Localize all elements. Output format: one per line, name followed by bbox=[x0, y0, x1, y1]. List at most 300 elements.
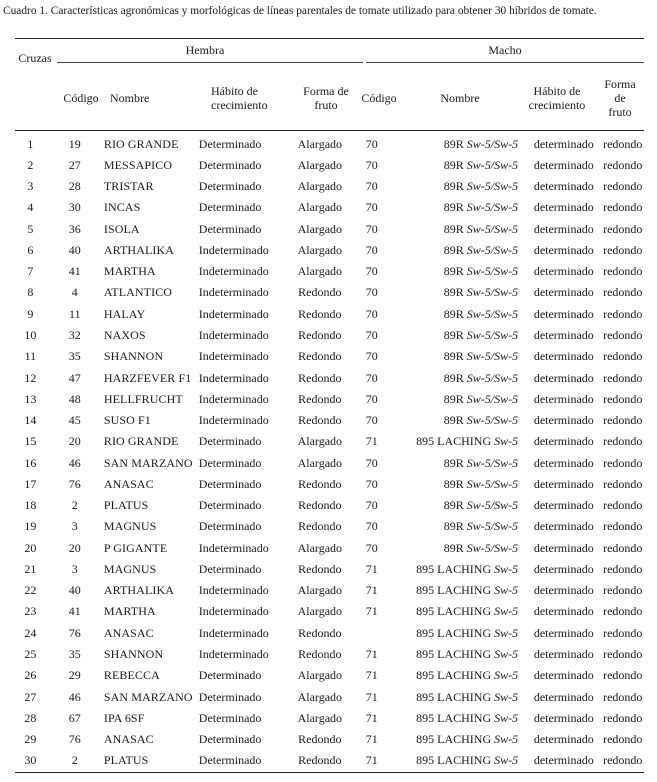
cell-cruza: 4 bbox=[27, 200, 34, 215]
macho-gene-label: Sw-5/Sw-5 bbox=[466, 349, 519, 364]
cell-habito: Indeterminado bbox=[198, 413, 269, 428]
cell-nombre: PLATUS bbox=[103, 753, 149, 768]
cell-codigo: 32 bbox=[68, 328, 81, 343]
cell-nombre: IPA 6SF bbox=[103, 710, 145, 725]
cell-forma: Alargado bbox=[297, 434, 343, 449]
macho-gene-label: Sw-5 bbox=[494, 561, 519, 576]
macho-gene-label: Sw-5/Sw-5 bbox=[466, 476, 519, 491]
cell-macho-nombre bbox=[390, 282, 526, 303]
cell-habito: Indeterminado bbox=[198, 540, 269, 555]
cell-macho-codigo: 71 bbox=[365, 689, 378, 704]
table-row bbox=[15, 750, 644, 771]
cell-codigo: 67 bbox=[68, 710, 81, 725]
cell-macho-habito: determinado bbox=[533, 455, 594, 470]
header-macho: Macho bbox=[488, 43, 522, 57]
cell-macho-nombre bbox=[390, 665, 526, 686]
macho-line-name: 89R bbox=[443, 136, 464, 151]
cell-codigo: 46 bbox=[68, 455, 81, 470]
cell-macho-codigo: 70 bbox=[365, 136, 378, 151]
cell-habito: Determinado bbox=[198, 710, 262, 725]
cell-nombre: SAN MARZANO bbox=[103, 455, 193, 470]
cell-macho-forma: redondo bbox=[603, 498, 643, 513]
table-row bbox=[15, 431, 644, 452]
cell-codigo: 76 bbox=[68, 625, 81, 640]
table-row bbox=[15, 367, 644, 388]
cell-macho-nombre bbox=[390, 728, 526, 749]
cell-cruza: 27 bbox=[24, 689, 37, 704]
cell-macho-forma: redondo bbox=[603, 753, 643, 768]
cell-macho-forma: redondo bbox=[603, 242, 643, 257]
cell-cruza: 25 bbox=[24, 647, 37, 661]
header-hembra-forma bbox=[296, 84, 356, 112]
cell-codigo: 30 bbox=[68, 200, 81, 215]
table-row bbox=[15, 495, 644, 516]
header-macho-forma-line3: fruto bbox=[608, 105, 632, 119]
cell-macho-habito: determinado bbox=[533, 689, 594, 704]
macho-gene-label: Sw-5/Sw-5 bbox=[466, 264, 519, 279]
macho-gene-label: Sw-5/Sw-5 bbox=[466, 200, 519, 215]
cell-macho-nombre bbox=[390, 409, 526, 430]
cell-habito: Determinado bbox=[198, 221, 262, 236]
cell-forma: Redondo bbox=[298, 561, 342, 576]
cell-macho-forma: redondo bbox=[603, 221, 643, 236]
table-row bbox=[15, 558, 644, 579]
cell-macho-habito: determinado bbox=[533, 413, 594, 428]
macho-line-name: 89R bbox=[443, 413, 464, 428]
macho-line-name: 895 LACHING bbox=[416, 604, 492, 619]
table-row bbox=[15, 622, 644, 643]
hembra-underline bbox=[57, 62, 363, 63]
header-cruzas: Cruzas bbox=[18, 51, 52, 65]
cell-macho-nombre bbox=[390, 473, 526, 494]
cell-macho-nombre bbox=[390, 239, 526, 260]
macho-gene-label: Sw-5 bbox=[494, 434, 519, 449]
cell-macho-forma: redondo bbox=[603, 561, 643, 576]
cell-cruza: 3 bbox=[27, 179, 34, 194]
cell-macho-codigo: 70 bbox=[365, 179, 378, 194]
header-hembra-habito-line1: Hábito de bbox=[211, 84, 258, 98]
cell-macho-forma: redondo bbox=[603, 455, 643, 470]
cell-macho-codigo: 71 bbox=[365, 710, 378, 725]
cell-macho-codigo: 70 bbox=[365, 328, 378, 343]
cell-codigo: 41 bbox=[68, 604, 81, 619]
cell-macho-forma: redondo bbox=[603, 306, 643, 321]
cell-nombre: ARTHALIKA bbox=[103, 242, 175, 257]
cell-macho-nombre bbox=[390, 580, 526, 601]
header-macho-forma-line2: de bbox=[614, 91, 626, 105]
cell-forma: Alargado bbox=[297, 668, 343, 683]
cell-habito: Indeterminado bbox=[198, 370, 269, 385]
cell-macho-forma: redondo bbox=[603, 328, 643, 343]
cell-macho-habito: determinado bbox=[533, 157, 594, 172]
cell-cruza: 13 bbox=[24, 391, 37, 406]
cell-forma: Alargado bbox=[297, 710, 343, 725]
table-row bbox=[15, 197, 644, 218]
cell-cruza: 24 bbox=[24, 625, 37, 640]
cell-cruza: 29 bbox=[24, 732, 37, 747]
cell-cruza: 7 bbox=[27, 264, 34, 279]
cell-macho-forma: redondo bbox=[603, 689, 643, 704]
cell-macho-nombre bbox=[390, 452, 526, 473]
cell-habito: Indeterminado bbox=[198, 306, 269, 321]
cell-forma: Alargado bbox=[297, 604, 343, 619]
cell-forma: Redondo bbox=[298, 732, 342, 747]
cell-codigo: 40 bbox=[68, 583, 81, 598]
cell-macho-codigo: 71 bbox=[365, 561, 378, 576]
cell-habito: Determinado bbox=[198, 753, 262, 768]
cell-cruza: 10 bbox=[24, 328, 37, 343]
cell-macho-codigo: 70 bbox=[365, 306, 378, 321]
macho-gene-label: Sw-5/Sw-5 bbox=[466, 136, 519, 151]
top-rule bbox=[15, 38, 644, 39]
cell-habito: Determinado bbox=[198, 561, 262, 576]
macho-line-name: 89R bbox=[443, 519, 464, 534]
cell-macho-nombre bbox=[390, 154, 526, 175]
macho-gene-label: Sw-5 bbox=[494, 668, 519, 683]
macho-line-name: 89R bbox=[443, 242, 464, 257]
cell-forma: Redondo bbox=[298, 519, 342, 534]
macho-line-name: 895 LACHING bbox=[416, 753, 492, 768]
cell-macho-habito: determinado bbox=[533, 498, 594, 513]
cell-codigo: 4 bbox=[71, 285, 78, 300]
cell-macho-nombre bbox=[390, 622, 526, 643]
cell-codigo: 2 bbox=[71, 498, 78, 513]
cell-forma: Alargado bbox=[297, 264, 343, 279]
cell-macho-codigo: 70 bbox=[365, 413, 378, 428]
cell-nombre: ANASAC bbox=[103, 625, 154, 640]
cell-macho-codigo: 71 bbox=[365, 668, 378, 683]
macho-line-name: 89R bbox=[443, 498, 464, 513]
cell-nombre: MARTHA bbox=[103, 604, 156, 619]
cell-macho-habito: determinado bbox=[533, 668, 594, 683]
cell-habito: Indeterminado bbox=[198, 264, 269, 279]
header-hembra-habito bbox=[211, 84, 275, 112]
header-macho-nombre: Nombre bbox=[440, 91, 480, 105]
macho-line-name: 89R bbox=[443, 349, 464, 364]
table-row bbox=[15, 686, 644, 707]
cell-macho-habito: determinado bbox=[533, 328, 594, 343]
cell-macho-codigo: 70 bbox=[365, 498, 378, 513]
macho-line-name: 89R bbox=[443, 391, 464, 406]
cell-macho-codigo: 71 bbox=[365, 753, 378, 768]
table-row bbox=[15, 218, 644, 239]
cell-codigo: 2 bbox=[71, 753, 78, 768]
table-row bbox=[15, 282, 644, 303]
cell-macho-nombre bbox=[390, 707, 526, 728]
cell-habito: Indeterminado bbox=[198, 242, 269, 257]
cell-nombre: HELLFRUCHT bbox=[103, 391, 183, 406]
macho-gene-label: Sw-5/Sw-5 bbox=[466, 498, 519, 513]
cell-macho-habito: determinado bbox=[533, 647, 594, 661]
cell-codigo: 45 bbox=[68, 413, 81, 428]
macho-line-name: 895 LACHING bbox=[416, 583, 492, 598]
cell-macho-forma: redondo bbox=[603, 157, 643, 172]
cell-macho-nombre bbox=[390, 431, 526, 452]
cell-macho-nombre bbox=[390, 686, 526, 707]
cell-macho-habito: determinado bbox=[533, 306, 594, 321]
cell-forma: Redondo bbox=[298, 498, 342, 513]
cell-nombre: REBECCA bbox=[103, 668, 160, 683]
cell-cruza: 9 bbox=[27, 306, 34, 321]
cell-forma: Redondo bbox=[298, 349, 342, 364]
cell-macho-nombre bbox=[390, 643, 526, 664]
macho-line-name: 89R bbox=[443, 540, 464, 555]
macho-gene-label: Sw-5/Sw-5 bbox=[466, 455, 519, 470]
macho-gene-label: Sw-5/Sw-5 bbox=[466, 540, 519, 555]
cell-codigo: 47 bbox=[68, 370, 81, 385]
cell-macho-forma: redondo bbox=[603, 413, 643, 428]
cell-forma: Alargado bbox=[297, 221, 343, 236]
cell-habito: Determinado bbox=[198, 732, 262, 747]
cell-macho-habito: determinado bbox=[533, 753, 594, 768]
header-hembra-forma-line1: Forma de bbox=[303, 84, 349, 98]
cell-macho-forma: redondo bbox=[603, 179, 643, 194]
cell-habito: Determinado bbox=[198, 200, 262, 215]
header-macho-codigo: Código bbox=[361, 91, 397, 105]
macho-gene-label: Sw-5/Sw-5 bbox=[466, 179, 519, 194]
cell-habito: Determinado bbox=[198, 689, 262, 704]
cell-codigo: 48 bbox=[68, 391, 81, 406]
cell-forma: Alargado bbox=[297, 455, 343, 470]
cell-macho-codigo: 70 bbox=[365, 221, 378, 236]
cell-macho-codigo: 70 bbox=[365, 370, 378, 385]
macho-gene-label: Sw-5 bbox=[494, 604, 519, 619]
cell-codigo: 19 bbox=[68, 136, 81, 151]
cell-macho-codigo: 70 bbox=[365, 476, 378, 491]
cell-codigo: 76 bbox=[68, 732, 81, 747]
cell-forma: Redondo bbox=[298, 306, 342, 321]
cell-habito: Determinado bbox=[198, 668, 262, 683]
cell-codigo: 76 bbox=[68, 476, 81, 491]
table-body bbox=[15, 133, 644, 771]
macho-gene-label: Sw-5/Sw-5 bbox=[466, 413, 519, 428]
macho-line-name: 89R bbox=[443, 221, 464, 236]
header-hembra: Hembra bbox=[185, 43, 225, 57]
cell-codigo: 20 bbox=[68, 540, 81, 555]
cell-cruza: 20 bbox=[24, 540, 37, 555]
cell-nombre: RIO GRANDE bbox=[103, 434, 179, 449]
cell-habito: Indeterminado bbox=[198, 583, 269, 598]
cell-macho-codigo: 70 bbox=[365, 455, 378, 470]
macho-line-name: 895 LACHING bbox=[416, 689, 492, 704]
macho-gene-label: Sw-5/Sw-5 bbox=[466, 370, 519, 385]
cell-cruza: 18 bbox=[24, 498, 37, 513]
cell-macho-nombre bbox=[390, 303, 526, 324]
cell-macho-habito: determinado bbox=[533, 625, 594, 640]
cell-forma: Alargado bbox=[297, 179, 343, 194]
cell-macho-habito: determinado bbox=[533, 583, 594, 598]
cell-macho-habito: determinado bbox=[533, 370, 594, 385]
cell-nombre: ATLANTICO bbox=[103, 285, 173, 300]
cell-nombre: P GIGANTE bbox=[103, 540, 168, 555]
cell-macho-forma: redondo bbox=[603, 200, 643, 215]
cell-macho-forma: redondo bbox=[603, 668, 643, 683]
cell-nombre: TRISTAR bbox=[103, 179, 154, 194]
cell-macho-nombre bbox=[390, 537, 526, 558]
cell-macho-forma: redondo bbox=[603, 136, 643, 151]
cell-macho-forma: redondo bbox=[603, 349, 643, 364]
cell-nombre: MAGNUS bbox=[103, 561, 157, 576]
cell-nombre: ARTHALIKA bbox=[103, 583, 175, 598]
cell-forma: Redondo bbox=[298, 391, 342, 406]
cell-forma: Redondo bbox=[298, 370, 342, 385]
cell-forma: Redondo bbox=[298, 625, 342, 640]
cell-cruza: 8 bbox=[27, 285, 34, 300]
macho-line-name: 895 LACHING bbox=[416, 434, 492, 449]
cell-macho-nombre bbox=[390, 324, 526, 345]
cell-macho-forma: redondo bbox=[603, 647, 643, 661]
cell-forma: Alargado bbox=[297, 689, 343, 704]
cell-habito: Determinado bbox=[198, 157, 262, 172]
macho-underline bbox=[366, 62, 644, 63]
data-table bbox=[15, 133, 644, 771]
cell-macho-forma: redondo bbox=[603, 732, 643, 747]
macho-gene-label: Sw-5/Sw-5 bbox=[466, 285, 519, 300]
cell-macho-habito: determinado bbox=[533, 264, 594, 279]
header-macho-forma bbox=[598, 77, 642, 119]
macho-line-name: 89R bbox=[443, 264, 464, 279]
cell-macho-forma: redondo bbox=[603, 370, 643, 385]
table-row bbox=[15, 537, 644, 558]
cell-nombre: NAXOS bbox=[103, 328, 146, 343]
cell-macho-codigo bbox=[354, 622, 390, 643]
cell-macho-codigo: 71 bbox=[365, 583, 378, 598]
cell-nombre: SAN MARZANO bbox=[103, 689, 193, 704]
cell-macho-habito: determinado bbox=[533, 540, 594, 555]
cell-habito: Indeterminado bbox=[198, 349, 269, 364]
macho-gene-label: Sw-5/Sw-5 bbox=[466, 391, 519, 406]
macho-gene-label: Sw-5/Sw-5 bbox=[466, 519, 519, 534]
cell-codigo: 40 bbox=[68, 242, 81, 257]
cell-macho-forma: redondo bbox=[603, 519, 643, 534]
cell-codigo: 3 bbox=[71, 519, 78, 534]
cell-macho-habito: determinado bbox=[533, 710, 594, 725]
cell-forma: Redondo bbox=[298, 413, 342, 428]
table-row bbox=[15, 728, 644, 749]
cell-nombre: INCAS bbox=[103, 200, 141, 215]
macho-gene-label: Sw-5/Sw-5 bbox=[466, 242, 519, 257]
cell-macho-codigo: 70 bbox=[365, 200, 378, 215]
cell-habito: Determinado bbox=[198, 476, 262, 491]
cell-nombre: SUSO F1 bbox=[103, 413, 151, 428]
cell-macho-codigo: 71 bbox=[365, 732, 378, 747]
cell-cruza: 19 bbox=[24, 519, 37, 534]
cell-macho-nombre bbox=[390, 133, 526, 154]
cell-macho-forma: redondo bbox=[603, 710, 643, 725]
bottom-rule bbox=[15, 772, 644, 773]
table-row bbox=[15, 452, 644, 473]
cell-habito: Determinado bbox=[198, 455, 262, 470]
macho-gene-label: Sw-5 bbox=[494, 625, 519, 640]
header-macho-habito bbox=[522, 84, 592, 112]
cell-habito: Indeterminado bbox=[198, 391, 269, 406]
macho-gene-label: Sw-5/Sw-5 bbox=[466, 328, 519, 343]
cell-cruza: 15 bbox=[24, 434, 37, 449]
cell-cruza: 26 bbox=[24, 668, 37, 683]
cell-macho-nombre bbox=[390, 197, 526, 218]
cell-forma: Redondo bbox=[298, 647, 342, 661]
cell-macho-forma: redondo bbox=[603, 434, 643, 449]
header-macho-forma-line1: Forma bbox=[604, 77, 636, 91]
cell-macho-codigo: 70 bbox=[365, 519, 378, 534]
cell-macho-nombre bbox=[390, 388, 526, 409]
cell-macho-nombre bbox=[390, 516, 526, 537]
cell-forma: Alargado bbox=[297, 200, 343, 215]
cell-forma: Alargado bbox=[297, 242, 343, 257]
cell-macho-codigo: 70 bbox=[365, 285, 378, 300]
table-row bbox=[15, 239, 644, 260]
macho-line-name: 89R bbox=[443, 200, 464, 215]
cell-habito: Indeterminado bbox=[198, 285, 269, 300]
cell-nombre: SHANNON bbox=[103, 349, 164, 364]
cell-codigo: 29 bbox=[68, 668, 81, 683]
cell-macho-habito: determinado bbox=[533, 179, 594, 194]
cell-macho-nombre bbox=[390, 750, 526, 771]
cell-codigo: 36 bbox=[68, 221, 81, 236]
cell-macho-nombre bbox=[390, 218, 526, 239]
header-bottom-rule bbox=[15, 130, 644, 131]
cell-cruza: 23 bbox=[24, 604, 37, 619]
cell-forma: Alargado bbox=[297, 583, 343, 598]
macho-gene-label: Sw-5/Sw-5 bbox=[466, 221, 519, 236]
cell-macho-codigo: 71 bbox=[365, 434, 378, 449]
cell-macho-forma: redondo bbox=[603, 625, 643, 640]
cell-nombre: MAGNUS bbox=[103, 519, 157, 534]
cell-forma: Redondo bbox=[298, 753, 342, 768]
cell-macho-nombre bbox=[390, 346, 526, 367]
cell-macho-habito: determinado bbox=[533, 604, 594, 619]
cell-nombre: ISOLA bbox=[103, 221, 140, 236]
cell-macho-codigo: 70 bbox=[365, 242, 378, 257]
table-row bbox=[15, 303, 644, 324]
cell-macho-nombre bbox=[390, 261, 526, 282]
cell-cruza: 12 bbox=[24, 370, 37, 385]
header-hembra-codigo: Código bbox=[63, 91, 99, 105]
cell-habito: Determinado bbox=[198, 434, 262, 449]
macho-gene-label: Sw-5/Sw-5 bbox=[466, 306, 519, 321]
cell-macho-codigo: 70 bbox=[365, 264, 378, 279]
cell-macho-codigo: 70 bbox=[365, 157, 378, 172]
cell-cruza: 30 bbox=[24, 753, 37, 768]
cell-cruza: 6 bbox=[27, 242, 34, 257]
cell-cruza: 28 bbox=[24, 710, 37, 725]
macho-line-name: 89R bbox=[443, 328, 464, 343]
cell-codigo: 35 bbox=[68, 647, 81, 661]
cell-codigo: 46 bbox=[68, 689, 81, 704]
table-caption: Cuadro 1. Características agronómicas y morfológicas de líneas parentales de tomate utilizado para obtener 30 híbridos de tomate. bbox=[3, 5, 597, 17]
cell-nombre: ANASAC bbox=[103, 732, 154, 747]
cell-macho-habito: determinado bbox=[533, 200, 594, 215]
macho-gene-label: Sw-5 bbox=[494, 710, 519, 725]
table-row bbox=[15, 643, 644, 664]
table-row bbox=[15, 665, 644, 686]
cell-macho-habito: determinado bbox=[533, 519, 594, 534]
table-row bbox=[15, 176, 644, 197]
cell-cruza: 11 bbox=[24, 349, 37, 364]
cell-macho-habito: determinado bbox=[533, 285, 594, 300]
macho-line-name: 89R bbox=[443, 157, 464, 172]
cell-habito: Determinado bbox=[198, 498, 262, 513]
macho-line-name: 89R bbox=[443, 179, 464, 194]
cell-nombre: RIO GRANDE bbox=[103, 136, 179, 151]
cell-macho-forma: redondo bbox=[603, 391, 643, 406]
table-row bbox=[15, 409, 644, 430]
header-macho-habito-line1: Hábito de bbox=[533, 84, 581, 98]
macho-line-name: 89R bbox=[443, 455, 464, 470]
cell-macho-codigo: 70 bbox=[365, 349, 378, 364]
macho-line-name: 89R bbox=[443, 476, 464, 491]
cell-habito: Indeterminado bbox=[198, 625, 269, 640]
